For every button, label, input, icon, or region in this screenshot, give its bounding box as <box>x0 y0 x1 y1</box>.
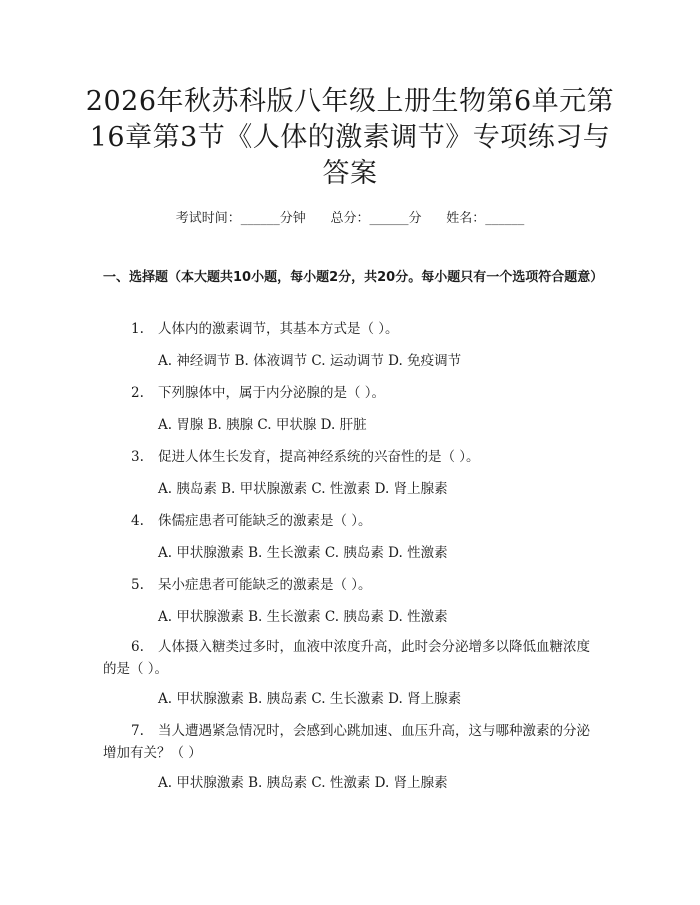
question-number: 2. <box>131 385 144 401</box>
title-line: 2026年秋苏科版八年级上册生物第6单元第 <box>85 86 615 117</box>
question-number: 1. <box>131 321 144 337</box>
document-title <box>80 84 620 192</box>
question-number: 6. <box>131 639 144 655</box>
question-options: A. 甲状腺激素 B. 生长激素 C. 胰岛素 D. 性激素 <box>158 609 448 625</box>
question-number: 7. <box>131 723 144 739</box>
title-line: 16章第3节《人体的激素调节》专项练习与 <box>89 122 611 153</box>
question-number: 5. <box>131 577 144 593</box>
question <box>103 574 603 596</box>
question <box>103 318 603 340</box>
question <box>103 382 603 404</box>
question <box>103 636 603 680</box>
question <box>103 720 603 764</box>
question-options: A. 胰岛素 B. 甲状腺激素 C. 性激素 D. 肾上腺素 <box>158 481 448 497</box>
question-text: 呆小症患者可能缺乏的激素是（ ）。 <box>158 577 372 593</box>
question-text: 下列腺体中，属于内分泌腺的是（ ）。 <box>158 385 386 401</box>
question-text: 人体摄入糖类过多时，血液中浓度升高，此时会分泌增多以降低血糖浓度的是（ ）。 <box>103 639 590 677</box>
question-options: A. 甲状腺激素 B. 生长激素 C. 胰岛素 D. 性激素 <box>158 545 448 561</box>
section-heading: 一、选择题（本大题共10小题，每小题2分，共20分。每小题只有一个选项符合题意） <box>103 270 604 285</box>
question <box>103 446 603 468</box>
title-line: 答案 <box>322 158 378 189</box>
question-text: 促进人体生长发育，提高神经系统的兴奋性的是（ ）。 <box>158 449 480 465</box>
question-options: A. 甲状腺激素 B. 胰岛素 C. 生长激素 D. 肾上腺素 <box>158 691 462 707</box>
question <box>103 510 603 532</box>
question-number: 3. <box>131 449 144 465</box>
exam-info: 考试时间：______分钟 总分：______分 姓名：______ <box>175 211 525 226</box>
question-options: A. 胃腺 B. 胰腺 C. 甲状腺 D. 肝脏 <box>158 417 367 433</box>
question-text: 当人遭遇紧急情况时，会感到心跳加速、血压升高，这与哪种激素的分泌增加有关？（ ） <box>103 723 590 761</box>
question-text: 侏儒症患者可能缺乏的激素是（ ）。 <box>158 513 372 529</box>
question-options: A. 甲状腺激素 B. 胰岛素 C. 性激素 D. 肾上腺素 <box>158 775 448 791</box>
question-options: A. 神经调节 B. 体液调节 C. 运动调节 D. 免疫调节 <box>158 353 462 369</box>
question-text: 人体内的激素调节，其基本方式是（ ）。 <box>158 321 399 337</box>
question-number: 4. <box>131 513 144 529</box>
